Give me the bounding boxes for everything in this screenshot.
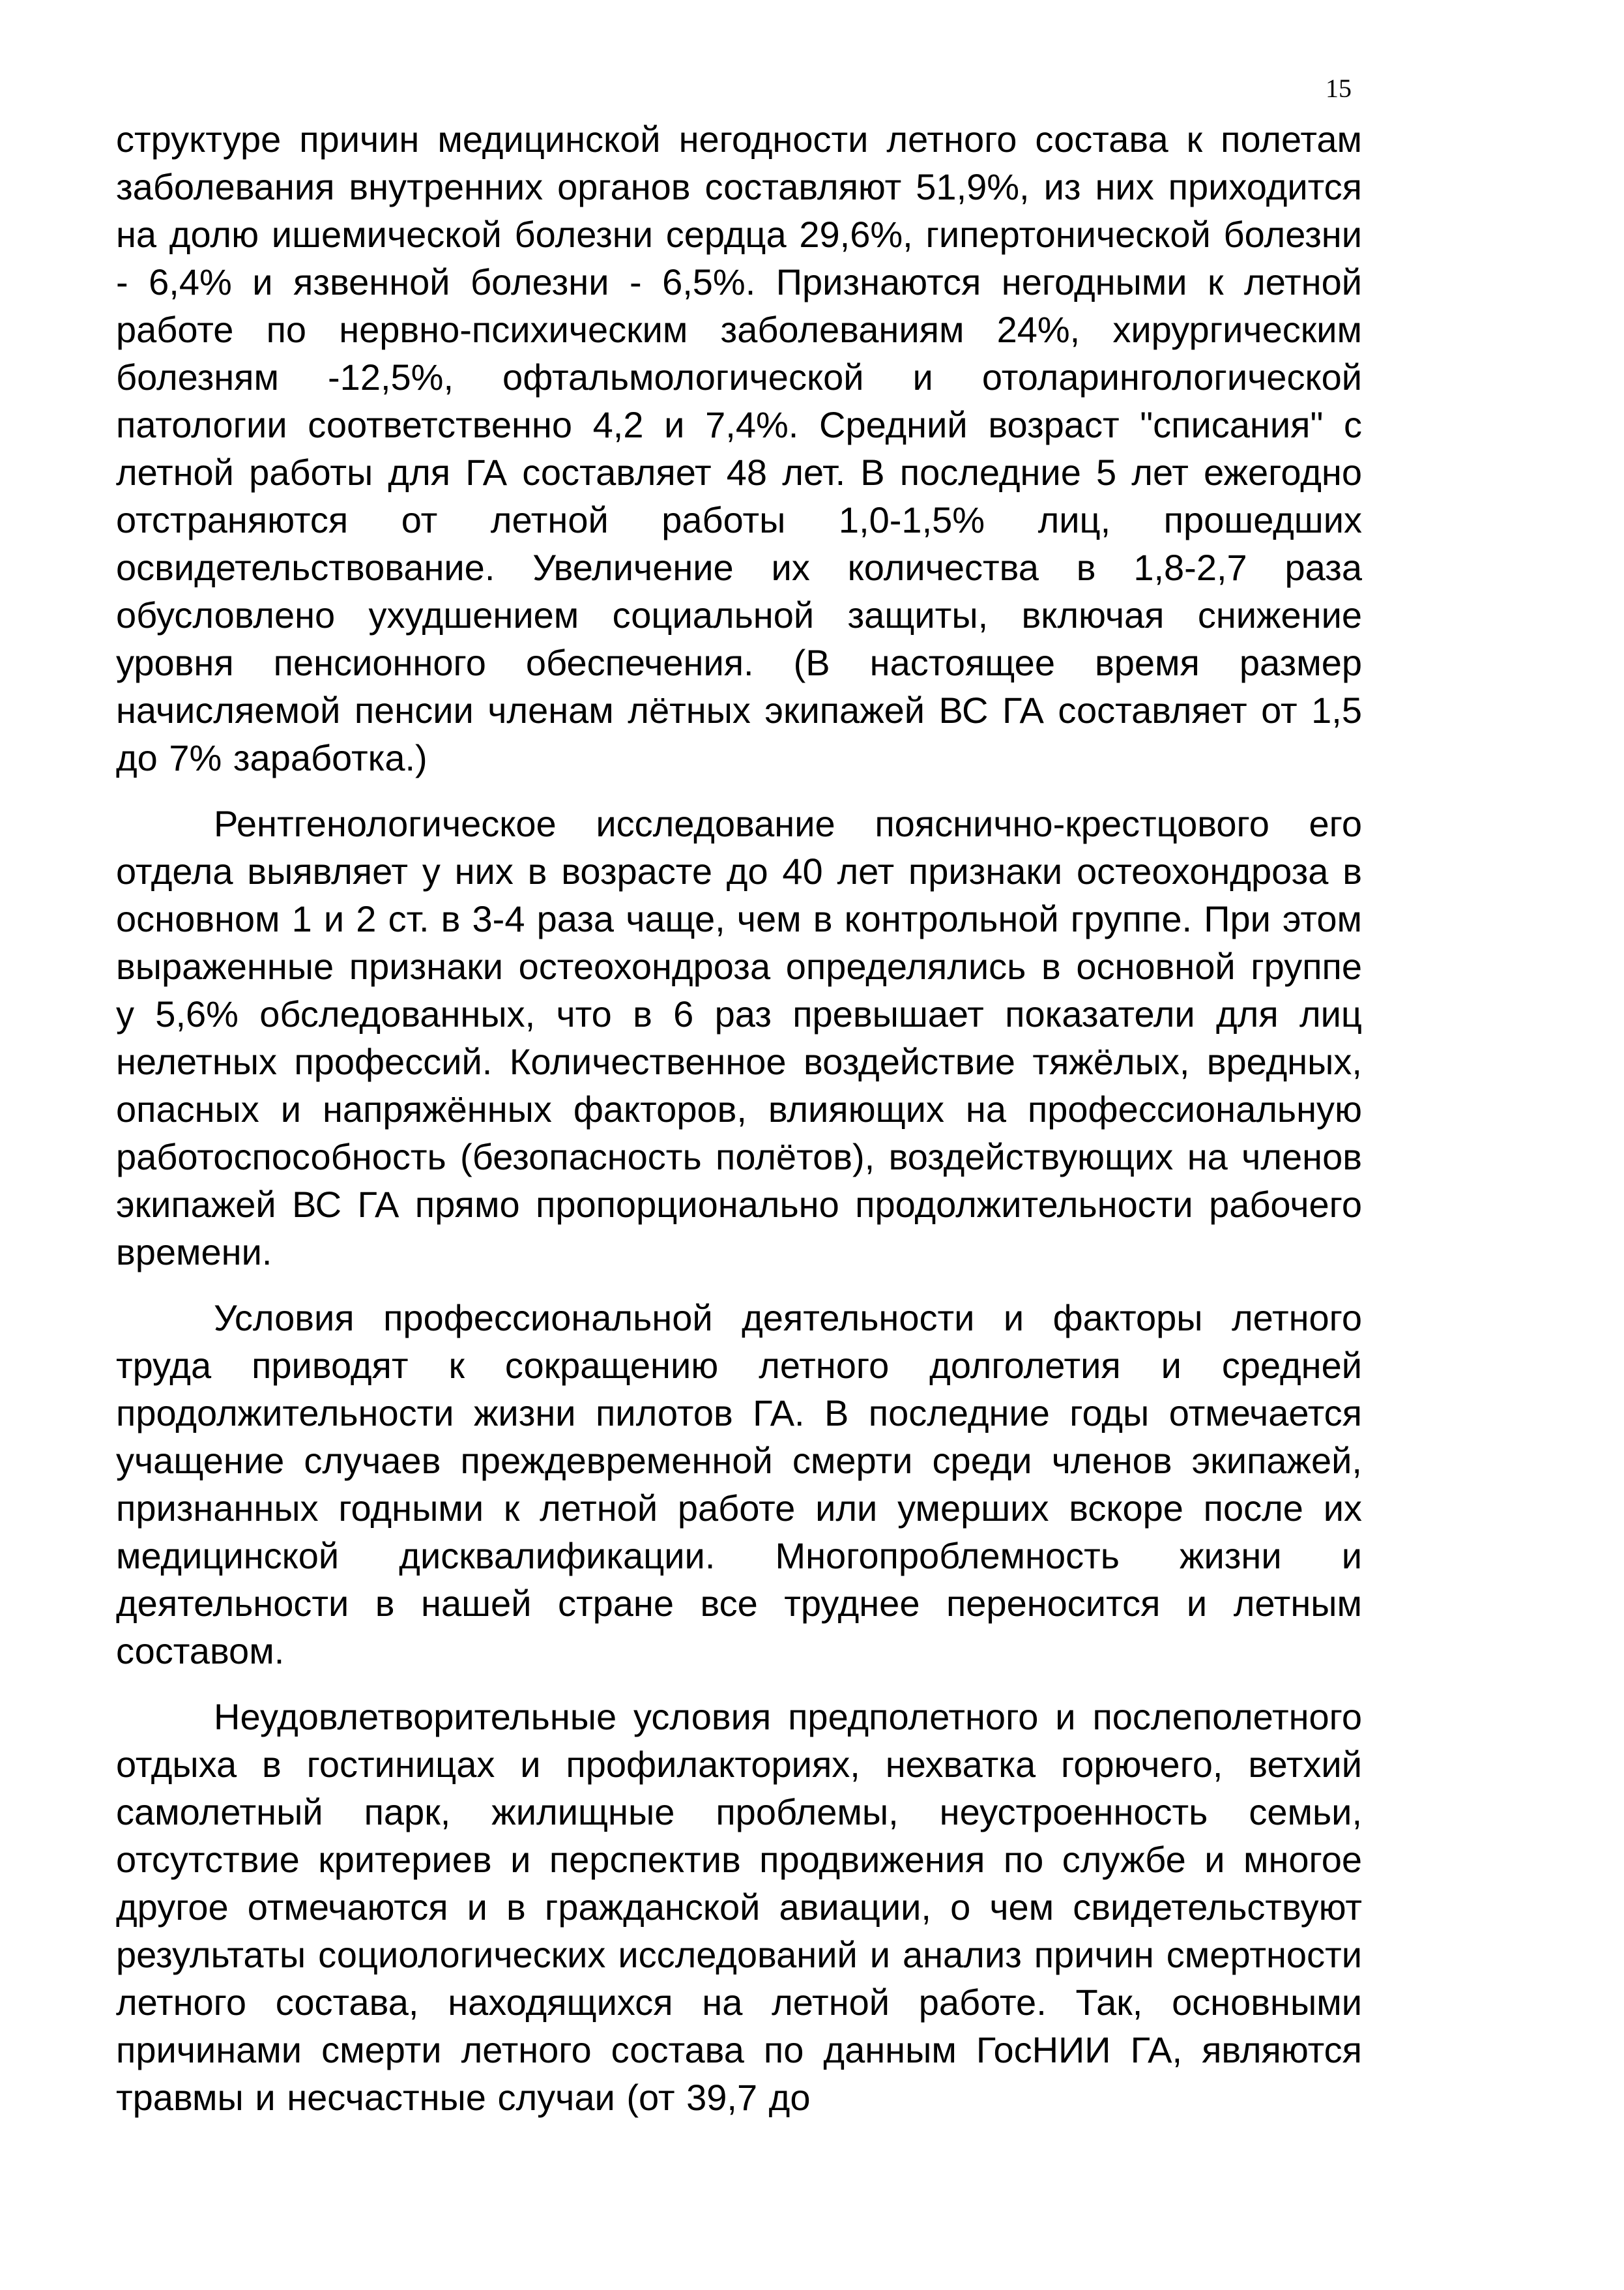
document-body <box>116 115 1362 2121</box>
page-number: 15 <box>1326 74 1352 103</box>
paragraph: Условия профессиональной деятельности и факторы летного труда приводят к сокращению летного долголетия и средней продолжительности жизни пилотов ГА. В последние годы отмечается учащение случаев преждевременной смерти среди членов экипажей, признанных годными к летной работе или умерших вскоре после их медицинской дисквалификации. Многопроблемность жизни и деятельности в нашей стране все труднее переносится и летным составом. <box>116 1297 1362 1671</box>
paragraph: Неудовлетворительные условия предполетного и послеполетного отдыха в гостиницах и профилакториях, нехватка горючего, ветхий самолетный парк, жилищные проблемы, неустроенность семьи, отсутствие критериев и перспектив продвижения по службе и многое другое отмечаются и в гражданской авиации, о чем свидетельствуют результаты социологических исследований и анализ причин смертности летного состава, находящихся на летной работе. Так, основными причинами смерти летного состава по данным ГосНИИ ГА, являются травмы и несчастные случаи (от 39,7 до <box>116 1696 1362 2118</box>
paragraph: Рентгенологическое исследование пояснично-крестцового его отдела выявляет у них в возрасте до 40 лет признаки остеохондроза в основном 1 и 2 ст. в 3-4 раза чаще, чем в контрольной группе. При этом выраженные признаки остеохондроза определялись в основной группе у 5,6% обследованных, что в 6 раз превышает показатели для лиц нелетных профессий. Количественное воздействие тяжёлых, вредных, опасных и напряжённых факторов, влияющих на профессиональную работоспособность (безопасность полётов), воздействующих на членов экипажей ВС ГА прямо пропорционально продолжительности рабочего времени. <box>116 803 1362 1272</box>
paragraph: структуре причин медицинской негодности летного состава к полетам заболевания внутренних органов составляют 51,9%, из них приходится на долю ишемической болезни сердца 29,6%, гипертонической болезни - 6,4% и язвенной болезни - 6,5%. Признаются негодными к летной работе по нервно-психическим заболеваниям 24%, хирургическим болезням -12,5%, офтальмологической и отоларингологической патологии соответственно 4,2 и 7,4%. Средний возраст "списания" с летной работы для ГА составляет 48 лет. В последние 5 лет ежегодно отстраняются от летной работы 1,0-1,5% лиц, прошедших освидетельствование. Увеличение их количества в 1,8-2,7 раза обусловлено ухудшением социальной защиты, включая снижение уровня пенсионного обеспечения. (В настоящее время размер начисляемой пенсии членам лётных экипажей ВС ГА составляет от 1,5 до 7% заработка.) <box>116 119 1362 778</box>
